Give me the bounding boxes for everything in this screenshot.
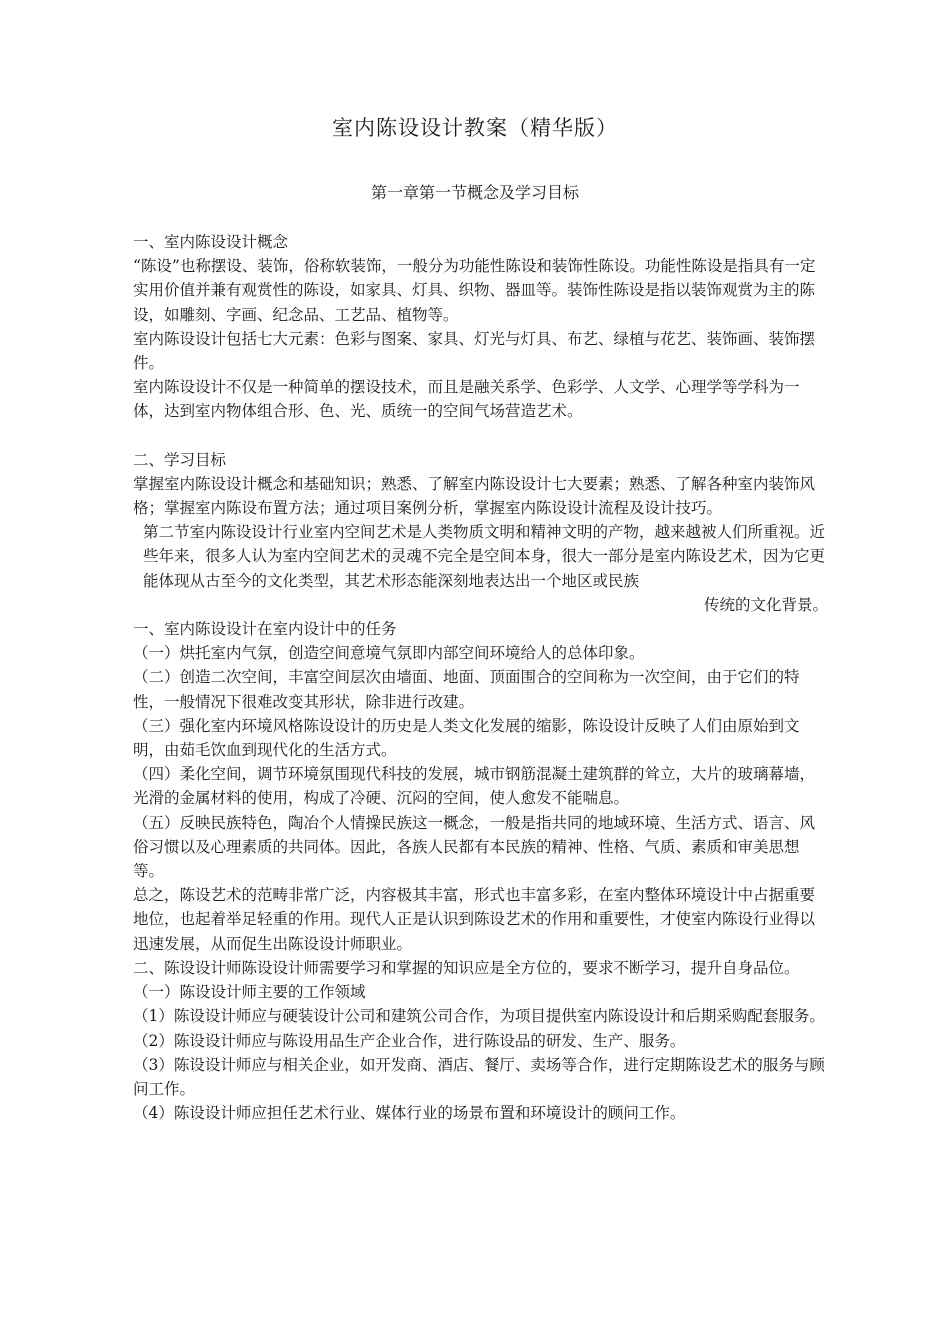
paragraph: 传统的文化背景。	[703, 595, 828, 614]
list-item: （二）创造二次空间，丰富空间层次由墙面、地面、顶面围合的空间称为一次空间，由于它们的特性，一般情况下很难改变其形状，除非进行改建。	[133, 668, 800, 711]
list-item: （2）陈设设计师应与陈设用品生产企业合作，进行陈设品的研发、生产、服务。	[133, 1031, 686, 1050]
heading-goals: 二、学习目标	[133, 450, 227, 469]
heading-tasks: 一、室内陈设设计在室内设计中的任务	[133, 620, 397, 639]
spacer	[133, 424, 828, 448]
document-title: 室内陈设设计教案（精华版）	[332, 116, 618, 140]
list-item: （1）陈设设计师应与硬装设计公司和建筑公司合作，为项目提供室内陈设设计和后期采购配套服务。	[133, 1007, 825, 1026]
subheading: （一）陈设设计师主要的工作领域	[133, 983, 366, 1002]
heading-concept: 一、室内陈设设计概念	[133, 233, 289, 251]
list-item: （3）陈设设计师应与相关企业，如开发商、酒店、餐厅、卖场等合作，进行定期陈设艺术的服务与顾问工作。	[133, 1055, 825, 1098]
list-item: （4）陈设设计师应担任艺术行业、媒体行业的场景布置和环境设计的顾问工作。	[133, 1104, 686, 1123]
paragraph: 室内陈设设计包括七大元素：色彩与图案、家具、灯光与灯具、布艺、绿植与花艺、装饰画、装饰摆件。	[133, 329, 816, 373]
section-subtitle: 第一章第一节概念及学习目标	[370, 183, 579, 202]
document-body	[133, 230, 828, 1125]
list-item: （一）烘托室内气氛，创造空间意境气氛即内部空间环境给人的总体印象。	[133, 644, 645, 663]
list-item: （五）反映民族特色，陶冶个人情操民族这一概念，一般是指共同的地域环境、生活方式、语言、风俗习惯以及心理素质的共同体。因此，各族人民都有本民族的精神、性格、气质、素质和审美思想等。	[133, 813, 816, 881]
paragraph: 掌握室内陈设设计概念和基础知识；熟悉、了解室内陈设设计七大要素；熟悉、了解各种室内装饰风格；掌握室内陈设布置方法；通过项目案例分析，掌握室内陈设设计流程及设计技巧。	[133, 474, 816, 518]
list-item: （四）柔化空间，调节环境氛围现代科技的发展，城市钢筋混凝土建筑群的耸立，大片的玻璃幕墙，光滑的金属材料的使用，构成了冷硬、沉闷的空间，使人愈发不能喘息。	[133, 765, 816, 808]
paragraph: 总之，陈设艺术的范畴非常广泛，内容极其丰富，形式也丰富多彩，在室内整体环境设计中占据重要地位，也起着举足轻重的作用。现代人正是认识到陈设艺术的作用和重要性，才使室内陈设行业得以迅速发展，从而促生出陈设设计师职业。	[133, 886, 816, 953]
list-item: （三）强化室内环境风格陈设设计的历史是人类文化发展的缩影，陈设设计反映了人们由原始到文明，由茹毛饮血到现代化的生活方式。	[133, 716, 800, 760]
paragraph: 室内陈设设计不仅是一种简单的摆设技术，而且是融关系学、色彩学、人文学、心理学等学科为一体，达到室内物体组合形、色、光、质统一的空间气场营造艺术。	[133, 378, 800, 421]
paragraph: “陈设”也称摆设、装饰，俗称软装饰，一般分为功能性陈设和装饰性陈设。功能性陈设是指具有一定实用价值并兼有观赏性的陈设，如家具、灯具、织物、器皿等。装饰性陈设是指以装饰观赏为主的陈设，如雕刻、字画、纪念品、工艺品、植物等。	[133, 257, 816, 324]
heading-designer: 二、陈设设计师陈设设计师需要学习和掌握的知识应是全方位的，要求不断学习，提升自身品位。	[133, 958, 800, 977]
paragraph: 第二节室内陈设设计行业室内空间艺术是人类物质文明和精神文明的产物，越来越被人们所重视。近些年来，很多人认为室内空间艺术的灵魂不完全是空间本身，很大一部分是室内陈设艺术，因为它更能体现从古至今的文化类型，其艺术形态能深刻地表达出一个地区或民族	[143, 523, 826, 590]
